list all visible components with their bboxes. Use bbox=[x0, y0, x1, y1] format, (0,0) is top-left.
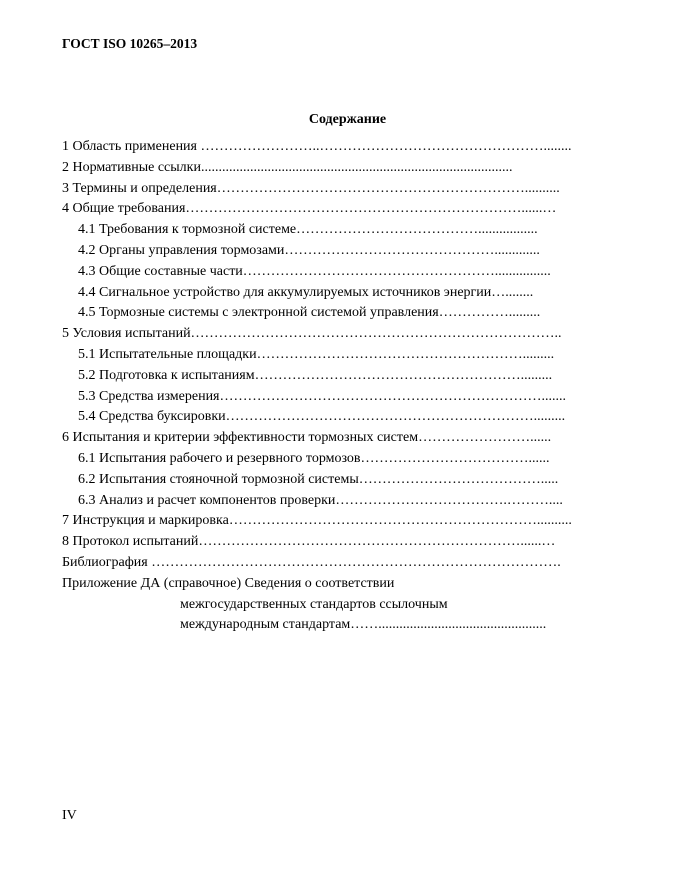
toc-entry-3: 3 Термины и определения………………………………………………………….......... bbox=[62, 180, 560, 196]
toc-entry-2: 2 Нормативные ссылки......................................................................................... bbox=[62, 159, 513, 175]
contents-title: Содержание bbox=[308, 112, 387, 127]
toc-entry-4: 4 Общие требования………………………………………………………………......… bbox=[62, 201, 557, 217]
toc-entry-6: 6 Испытания и критерии эффективности тормозных систем……………………...... bbox=[62, 430, 552, 446]
document-header: ГОСТ ISO 10265–2013 bbox=[62, 36, 198, 51]
toc-entry-4-2: 4.2 Органы управления тормозами………………………………………............. bbox=[78, 242, 540, 258]
toc-entry-5-1: 5.1 Испытательные площадки…………………………………………………......... bbox=[78, 346, 555, 362]
toc-entry-7: 7 Инструкция и маркировка………………………………………………………….......... bbox=[62, 513, 572, 529]
page-number: IV bbox=[62, 808, 77, 823]
toc-entry-4-3: 4.3 Общие составные части………………………………………………................ bbox=[78, 263, 551, 279]
toc-entry-5-3: 5.3 Средства измерения……………………………………………………………....... bbox=[78, 388, 566, 404]
table-of-contents bbox=[62, 137, 622, 636]
toc-entry-appendix-cont-2: международным стандартам……................................................ bbox=[180, 617, 547, 633]
toc-entry-appendix-cont-1: межгосударственных стандартов ссылочным bbox=[180, 596, 448, 612]
toc-entry-5: 5 Условия испытаний…………………………………………………………………….. bbox=[62, 326, 562, 342]
toc-entry-bibliography: Библиография ……………………………………………………………………………. bbox=[62, 554, 561, 570]
toc-entry-6-1: 6.1 Испытания рабочего и резервного тормозов………………………………...... bbox=[78, 450, 550, 466]
toc-entry-appendix: Приложение ДА (справочное) Сведения о соответствии bbox=[62, 575, 395, 591]
toc-entry-8: 8 Протокол испытаний……………………………………………………………......… bbox=[62, 534, 556, 550]
toc-entry-4-1: 4.1 Требования к тормозной системе…………………………………................. bbox=[78, 222, 538, 238]
toc-entry-6-3: 6.3 Анализ и расчет компонентов проверки……………………………….……….... bbox=[78, 492, 563, 508]
toc-entry-5-4: 5.4 Средства буксировки…………………………………………………………......... bbox=[78, 409, 566, 425]
toc-entry-6-2: 6.2 Испытания стояночной тормозной системы…………………………………..... bbox=[78, 471, 559, 487]
toc-entry-5-2: 5.2 Подготовка к испытаниям…………………………………………………......... bbox=[78, 367, 553, 383]
toc-entry-4-4: 4.4 Сигнальное устройство для аккумулируемых источников энергии…........ bbox=[78, 284, 534, 300]
toc-entry-1: 1 Область применения ……………………..…………………………………………........ bbox=[62, 139, 572, 154]
toc-entry-4-5: 4.5 Тормозные системы с электронной системой управления……………......... bbox=[78, 305, 541, 321]
